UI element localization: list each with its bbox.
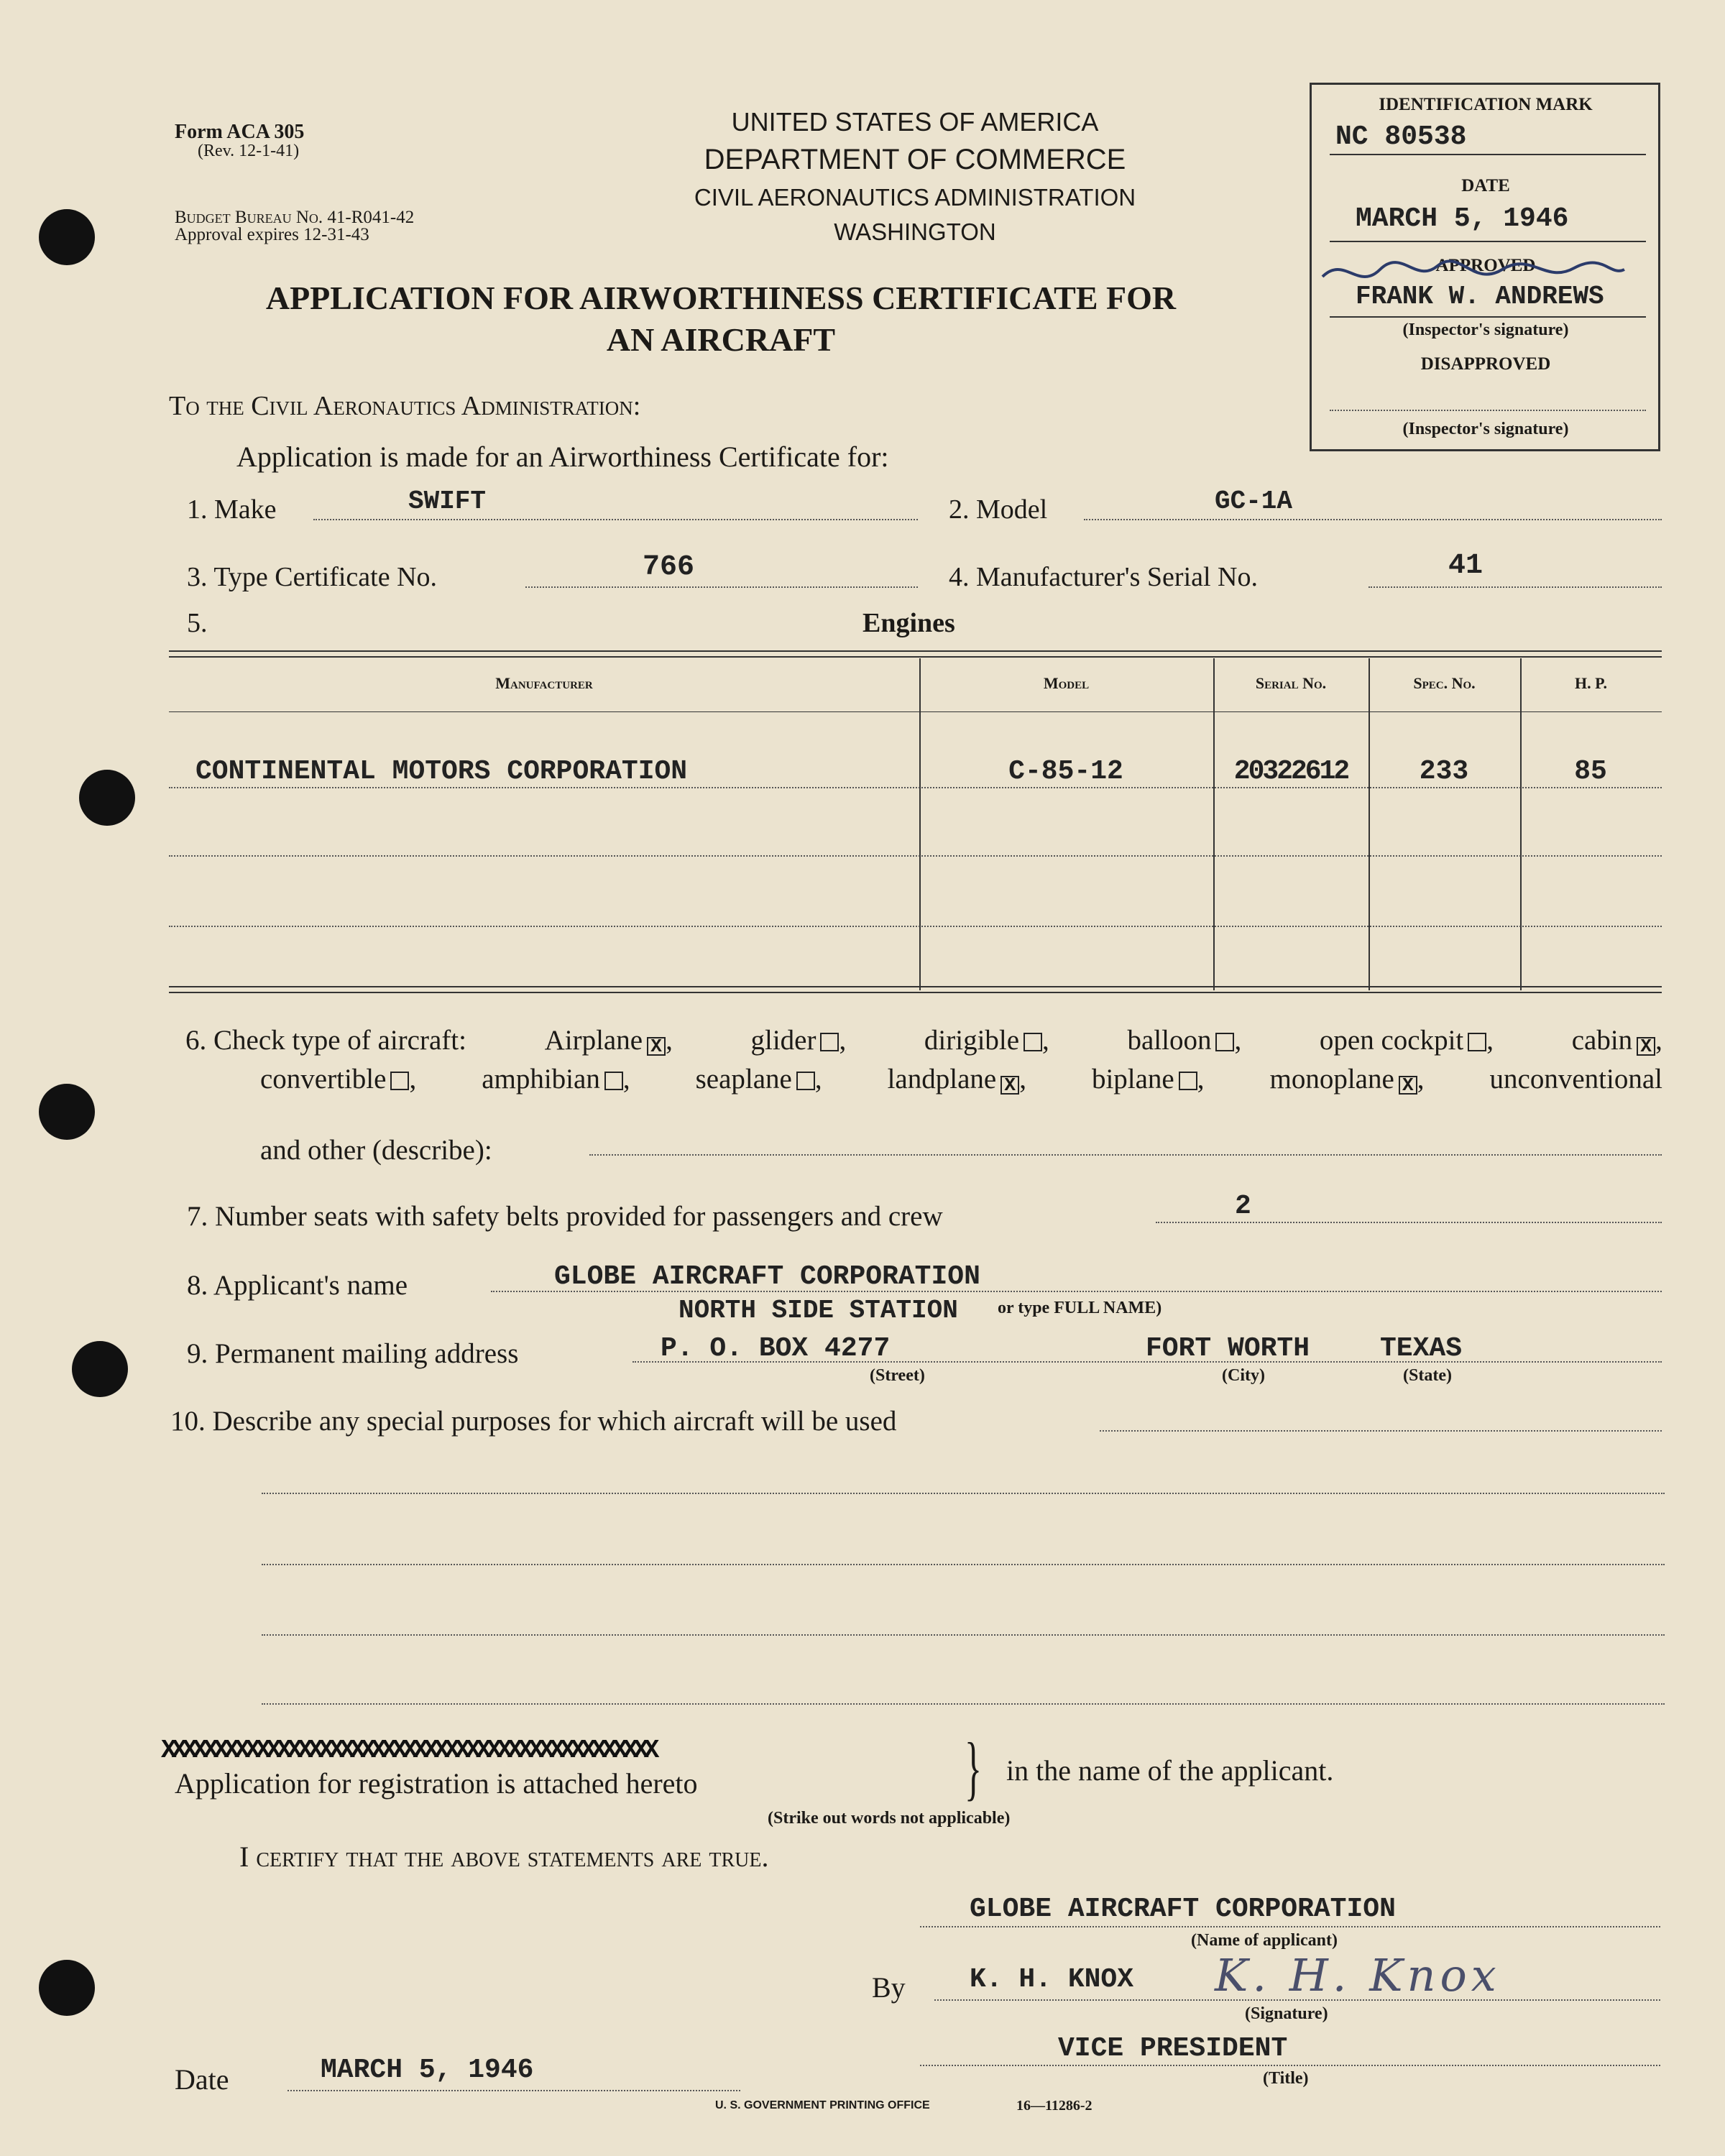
header-country: UNITED STATES OF AMERICA [731,107,1099,137]
strike-out-note: (Strike out words not applicable) [768,1809,1011,1828]
address-label: 9. Permanent mailing address [187,1338,519,1369]
header-rule [169,711,1662,712]
special-purposes-line[interactable] [262,1703,1665,1705]
header-city: WASHINGTON [834,218,996,245]
date-label-bottom: Date [175,2063,229,2096]
serial-label: 4. Manufacturer's Serial No. [949,562,1258,592]
model-field[interactable] [1084,519,1662,520]
type-certificate-label: 3. Type Certificate No. [187,562,438,592]
type-certificate-field[interactable] [525,586,918,588]
special-purposes-line[interactable] [262,1634,1665,1636]
checkbox-airplane[interactable]: X [647,1037,666,1056]
date-line [288,2090,740,2091]
divider [1330,316,1646,318]
punch-hole [72,1341,128,1397]
column-divider [1520,658,1522,990]
form-number: Form ACA 305 [175,121,305,143]
application-intro: Application is made for an Airworthiness Certificate for: [236,441,889,473]
option-open-cockpit[interactable]: open cockpit , [1319,1025,1494,1056]
checkbox-seaplane[interactable] [796,1072,815,1090]
make-label: 1. Make [187,494,277,525]
column-header-serial: Serial No. [1255,674,1327,692]
date-label: DATE [1461,176,1510,195]
applicant-name-value[interactable]: GLOBE AIRCRAFT CORPORATION [554,1261,980,1292]
page-title: APPLICATION FOR AIRWORTHINESS CERTIFICATE FOR [265,280,1177,316]
handwritten-signature: K. H. Knox [1215,1949,1501,2001]
other-describe-field[interactable] [589,1154,1662,1156]
approval-expires: Approval expires 12-31-43 [175,225,369,244]
budget-bureau: Budget Bureau No. 41-R041-42 [175,208,415,227]
checkbox-balloon[interactable] [1215,1033,1234,1051]
engine-model[interactable]: C-85-12 [1008,756,1123,787]
form-code: 16—11286-2 [1016,2098,1092,2114]
special-purposes-line[interactable] [262,1493,1665,1494]
engine-spec[interactable]: 233 [1419,756,1469,787]
type-certificate-value[interactable]: 766 [643,551,695,584]
registration-name-of: in the name of the applicant. [1006,1754,1334,1787]
street-label: (Street) [870,1366,925,1385]
column-divider [1213,658,1215,990]
engines-number: 5. [187,608,208,638]
punch-hole [39,1960,95,2016]
option-glider[interactable]: glider , [750,1025,847,1056]
title-label: (Title) [1263,2069,1309,2088]
special-purposes-line[interactable] [262,1564,1665,1565]
state-value[interactable]: TEXAS [1380,1333,1463,1364]
option-seaplane[interactable]: seaplane , [695,1064,822,1095]
engines-heading: Engines [862,608,955,638]
other-describe-label: and other (describe): [260,1135,492,1166]
approved-label: APPROVED [1435,256,1536,275]
signature-label: (Signature) [1245,2004,1328,2023]
state-label: (State) [1403,1366,1452,1385]
inspector-signature-label-2: (Inspector's signature) [1402,420,1569,438]
printer-imprint: U. S. GOVERNMENT PRINTING OFFICE [715,2099,930,2111]
header-agency: CIVIL AERONAUTICS ADMINISTRATION [694,184,1136,211]
checkbox-open-cockpit[interactable] [1468,1033,1486,1051]
column-header-hp: H. P. [1574,674,1608,692]
table-row-line [169,926,1662,927]
engine-hp[interactable]: 85 [1574,756,1607,787]
registration-attached: Application for registration is attached hereto [175,1767,698,1800]
inspector-signature-label: (Inspector's signature) [1402,321,1569,339]
brace: } [965,1728,982,1807]
model-value[interactable]: GC-1A [1215,487,1293,516]
title-line [920,2065,1660,2066]
applicant-name-hint: or type FULL NAME) [998,1299,1162,1317]
signature-line[interactable] [934,1999,1660,2001]
table-bottom-rule [169,986,1662,987]
column-header-model: Model [1043,674,1090,692]
table-row-line [169,855,1662,857]
aircraft-type-line-1 [185,1026,1662,1056]
table-top-rule [169,656,1662,658]
title-value[interactable]: VICE PRESIDENT [1058,2033,1288,2064]
punch-hole [79,770,135,826]
engine-serial[interactable]: 20322612 [1233,756,1348,787]
checkbox-glider[interactable] [820,1033,839,1051]
column-header-manufacturer: Manufacturer [495,674,593,692]
disapproved-signature-line[interactable] [1330,410,1646,411]
option-convertible[interactable]: convertible , [260,1064,417,1095]
option-monoplane[interactable]: monoplane X , [1269,1064,1425,1096]
checkbox-monoplane[interactable]: X [1399,1076,1417,1095]
street-value[interactable]: P. O. BOX 4277 [661,1333,891,1364]
applicant-name-label: 8. Applicant's name [187,1270,408,1301]
option-dirigible[interactable]: dirigible , [924,1025,1049,1056]
option-airplane[interactable]: Airplane X , [544,1025,673,1057]
applicant-name-signed[interactable]: GLOBE AIRCRAFT CORPORATION [970,1894,1396,1925]
special-purposes-field[interactable] [1100,1430,1662,1432]
checkbox-dirigible[interactable] [1024,1033,1042,1051]
punch-hole [39,209,95,265]
aircraft-type-label: 6. Check type of aircraft: [185,1025,466,1056]
punch-hole [39,1084,95,1140]
checkbox-amphibian[interactable] [604,1072,623,1090]
engine-manufacturer[interactable]: CONTINENTAL MOTORS CORPORATION [196,756,688,787]
city-value[interactable]: FORT WORTH [1146,1333,1310,1364]
option-biplane[interactable]: biplane , [1091,1064,1205,1095]
aircraft-type-line-2 [260,1065,1662,1095]
approved-inspector-name[interactable]: FRANK W. ANDREWS [1356,282,1604,311]
checkbox-landplane[interactable]: X [1000,1076,1019,1095]
option-unconventional: unconventional [1489,1064,1662,1095]
signer-name[interactable]: K. H. KNOX [970,1964,1134,1995]
table-row-line [169,787,1662,788]
divider [1330,154,1646,155]
option-amphibian[interactable]: amphibian , [482,1064,630,1095]
applicant-name-sign-line [920,1926,1660,1927]
checkbox-cabin[interactable]: X [1637,1037,1655,1056]
divider [1330,241,1646,242]
checkbox-convertible[interactable] [390,1072,409,1090]
table-top-rule [169,650,1662,652]
address-line-1[interactable]: NORTH SIDE STATION [678,1296,958,1325]
serial-field[interactable] [1368,586,1662,588]
special-purposes-label: 10. Describe any special purposes for which aircraft will be used [170,1406,897,1437]
struck-out-text: XXXXXXXXXXXXXXXXXXXXXXXXXXXXXXXXXXXXXXXXXXXXXXX [161,1736,655,1765]
seats-value[interactable]: 2 [1235,1191,1251,1222]
page-title-line2: AN AIRCRAFT [606,321,836,358]
disapproved-label: DISAPPROVED [1420,354,1551,374]
date-value-bottom[interactable]: MARCH 5, 1946 [321,2055,534,2086]
applicant-name-label: (Name of applicant) [1191,1931,1338,1950]
make-value[interactable]: SWIFT [408,487,487,516]
column-divider [1368,658,1370,990]
option-balloon[interactable]: balloon , [1127,1025,1242,1056]
table-bottom-rule [169,992,1662,993]
column-header-spec: Spec. No. [1413,674,1476,692]
column-divider [919,658,921,990]
city-label: (City) [1222,1366,1265,1385]
certify-statement: I certify that the above statements are true. [239,1841,769,1873]
addressee: To the Civil Aeronautics Administration: [169,391,641,421]
model-label: 2. Model [949,494,1048,525]
seats-label: 7. Number seats with safety belts provided for passengers and crew [187,1201,943,1232]
form-revision: (Rev. 12-1-41) [198,142,300,160]
header-department: DEPARTMENT OF COMMERCE [704,144,1126,175]
serial-value[interactable]: 41 [1448,550,1484,582]
id-mark-value[interactable]: NC 80538 [1335,121,1467,152]
id-mark-label: IDENTIFICATION MARK [1379,95,1593,114]
option-cabin[interactable]: cabin X , [1571,1025,1662,1057]
by-label: By [872,1971,906,2004]
checkbox-biplane[interactable] [1179,1072,1197,1090]
option-landplane[interactable]: landplane X , [887,1064,1026,1096]
date-value[interactable]: MARCH 5, 1946 [1356,203,1569,234]
make-field[interactable] [313,519,918,520]
seats-field[interactable] [1156,1222,1662,1223]
